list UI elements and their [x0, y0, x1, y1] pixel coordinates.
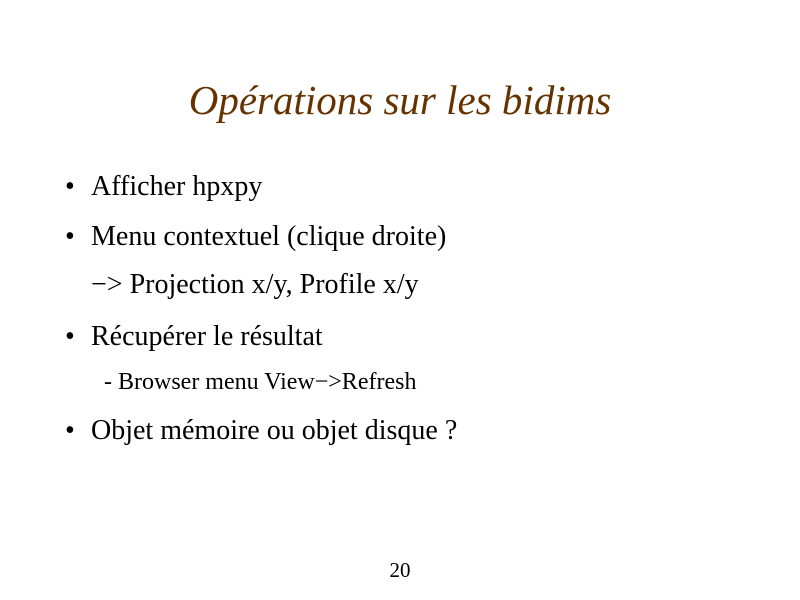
bullet-item-2-text: Menu contextuel (clique droite)	[91, 221, 447, 252]
bullet-icon: •	[65, 415, 75, 446]
bullet-item-2-subline: −> Projection x/y, Profile x/y	[91, 269, 419, 300]
bullet-item-1	[65, 170, 262, 204]
bullet-item-2	[65, 220, 446, 254]
bullet-icon: •	[65, 321, 75, 352]
bullet-item-3-text: Récupérer le résultat	[91, 321, 323, 352]
bullet-item-3	[65, 320, 323, 354]
bullet-item-3-subline: - Browser menu View−>Refresh	[104, 369, 417, 395]
page-number: 20	[389, 558, 411, 582]
bullet-item-1-text: Afficher hpxpy	[91, 171, 263, 202]
bullet-icon: •	[65, 171, 75, 202]
bullet-item-4	[65, 414, 457, 448]
slide-title: Opérations sur les bidims	[188, 77, 612, 123]
bullet-icon: •	[65, 221, 75, 252]
bullet-item-4-text: Objet mémoire ou objet disque ?	[91, 415, 458, 446]
